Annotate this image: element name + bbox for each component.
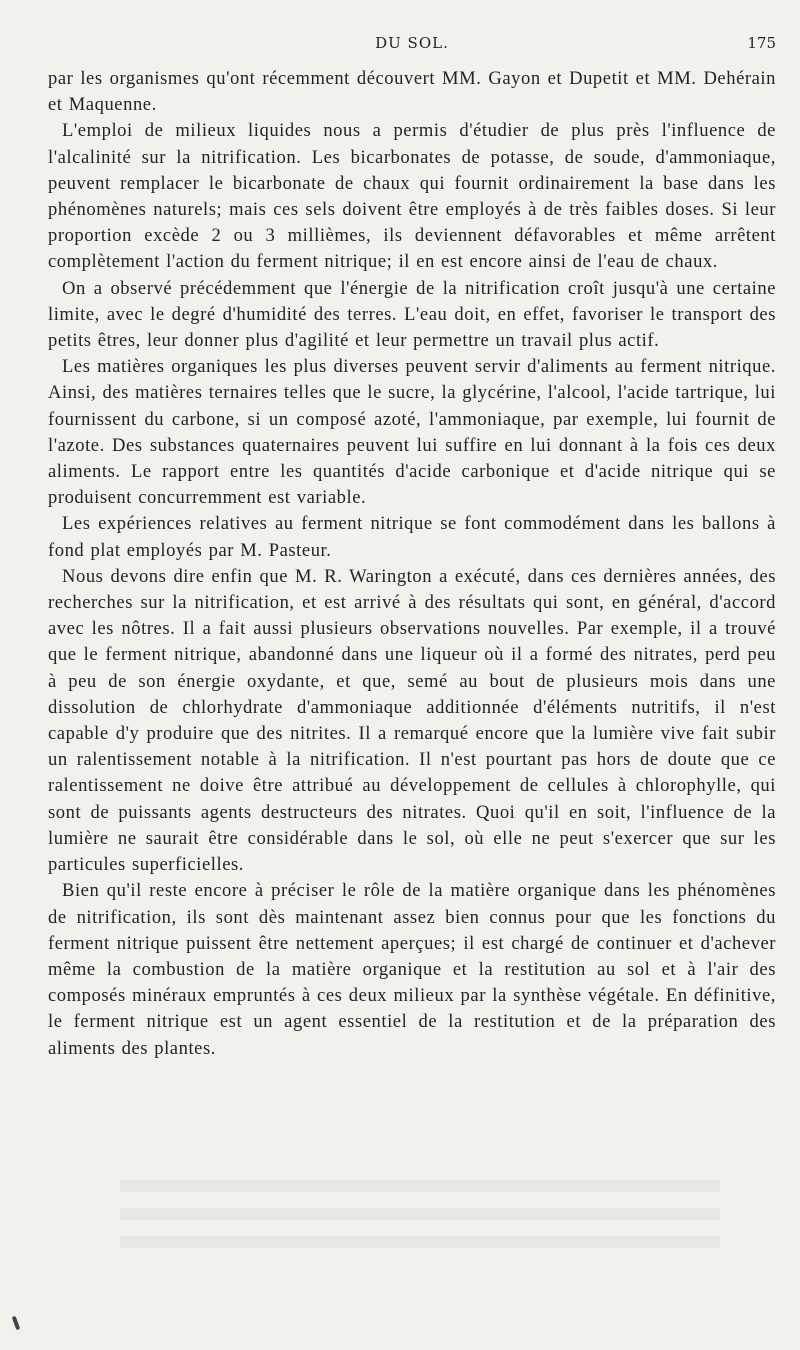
page-number: 175 bbox=[747, 34, 776, 52]
body-text bbox=[48, 66, 776, 1062]
paragraph-organic-matter: Les matières organiques les plus diverses peuvent servir d'aliments au ferment nitrique. Ainsi, des matières ternaires telles que le sucre, la glycérine, l'alcool, l'acide tartrique, lui fournissent du carbone, si un composé azoté, l'ammoniaque, par exemple, lui fournit de l'azote. Des substances quaternaires peuvent lui suffire en lui donnant à la fois ces deux aliments. Le rapport entre les quantités d'acide carbonique et d'acide nitrique qui se produisent concurremment est variable. bbox=[48, 356, 776, 509]
paragraph-conclusion: Bien qu'il reste encore à préciser le rôle de la matière organique dans les phénomènes de nitrification, ils sont dès maintenant assez bien connus pour que les fonctions du ferment nitrique puissent être nettement aperçues; il est chargé de continuer et d'achever même la combustion de la matière organique et la restitution au sol et à l'air des composés minéraux empruntés à ces deux milieux par la synthèse végétale. En définitive, le ferment nitrique est un agent essentiel de la restitution et de la préparation des aliments des plantes. bbox=[48, 880, 776, 1059]
paragraph-experiments: Les expériences relatives au ferment nitrique se font commodément dans les ballons à fond plat employés par M. Pasteur. bbox=[48, 513, 776, 561]
paragraph-alkalinity: L'emploi de milieux liquides nous a permis d'étudier de plus près l'influence de l'alcalinité sur la nitrification. Les bicarbonates de potasse, de soude, d'ammoniaque, peuvent remplacer le bicarbonate de chaux qui fournit ordinairement la base dans les phénomènes naturels; mais ces sels doivent être employés à de très faibles doses. Si leur proportion excède 2 ou 3 millièmes, ils deviennent défavorables et même arrêtent complètement l'action du ferment nitrique; il en est encore ainsi de l'eau de chaux. bbox=[48, 120, 776, 273]
paragraph-warington: Nous devons dire enfin que M. R. Warington a exécuté, dans ces dernières années, des recherches sur la nitrification, et est arrivé à des résultats qui sont, en général, d'accord avec les nôtres. Il a fait aussi plusieurs observations nouvelles. Par exemple, il a trouvé que le ferment nitrique, abandonné dans une liqueur où il a formé des nitrates, perd peu à peu de son énergie oxydante, et que, semé au bout de plusieurs mois dans une dissolution de chlorhydrate d'ammoniaque additionnée d'éléments nutritifs, il n'est capable d'y produire que des nitrites. Il a remarqué encore que la lumière vive fait subir un ralentissement notable à la nitrification. Il n'est pourtant pas hors de doute que ce ralentissement ne doive être attribué au développement de cellules à chlorophylle, qui sont de puissants agents destructeurs des nitrates. Quoi qu'il en soit, l'influence de la lumière ne saurait être considérable dans le sol, où elle ne peut s'exercer que sur les particules superficielles. bbox=[48, 565, 776, 876]
header-title: DU SOL. bbox=[375, 34, 449, 52]
paragraph-continuation: par les organismes qu'ont récemment découvert MM. Gayon et Dupetit et MM. Dehérain et Maquenne. bbox=[48, 68, 776, 116]
paragraph-humidity: On a observé précédemment que l'énergie de la nitrification croît jusqu'à une certaine limite, avec le degré d'humidité des terres. L'eau doit, en effet, favoriser le transport des petits êtres, leur donner plus d'agilité et leur permettre un travail plus actif. bbox=[48, 277, 776, 352]
bleed-through-shadow bbox=[120, 1236, 720, 1248]
ink-speck bbox=[12, 1316, 21, 1331]
running-header bbox=[48, 34, 776, 56]
bleed-through-shadow bbox=[120, 1208, 720, 1220]
bleed-through-shadow bbox=[120, 1180, 720, 1192]
